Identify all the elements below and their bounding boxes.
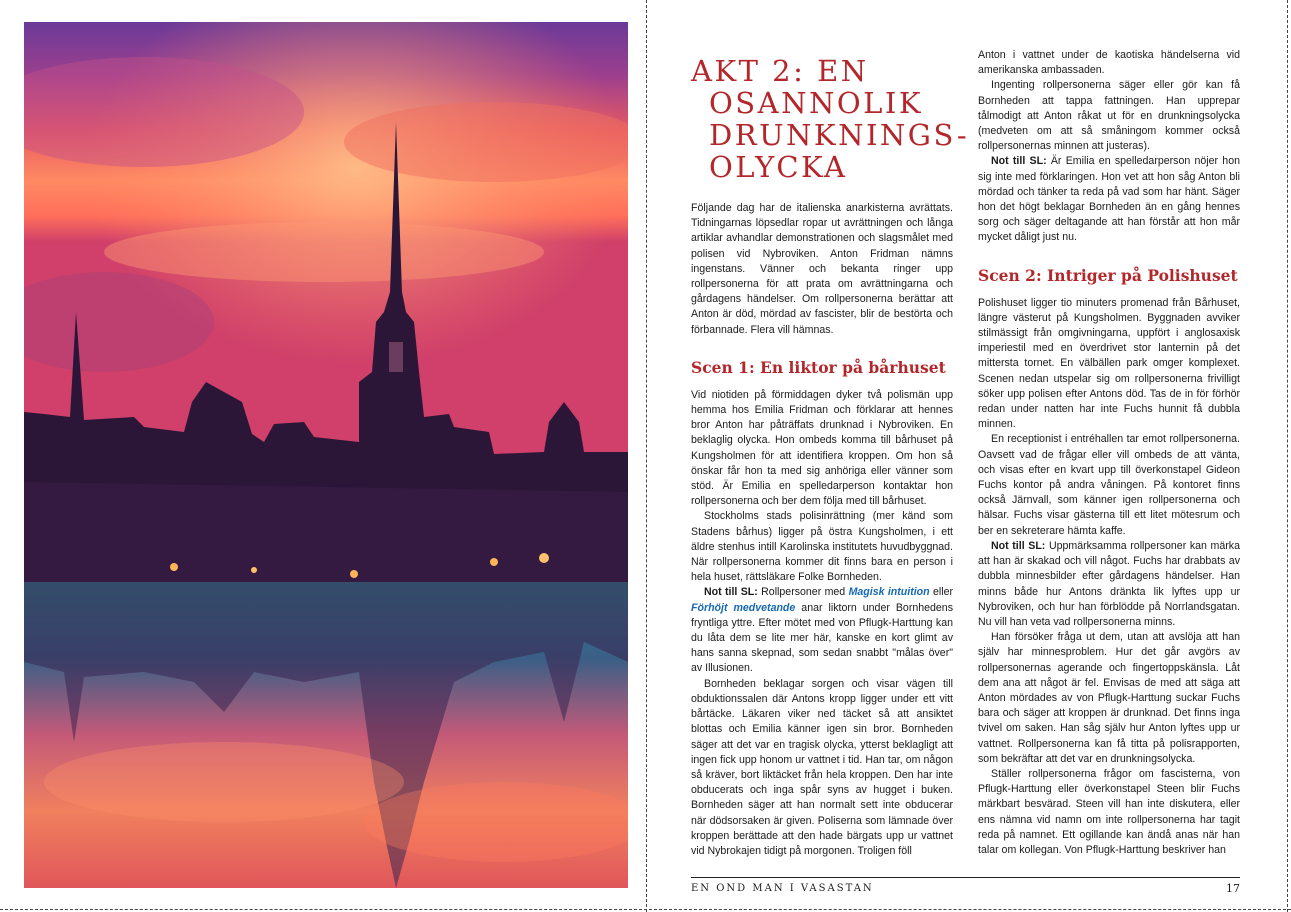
right-page xyxy=(648,0,1288,912)
act-title-line: AKT 2: EN xyxy=(691,54,869,88)
gm-note-paragraph xyxy=(978,154,1240,245)
body-paragraph: Han försöker fråga ut dem, utan att avslöja att han själv har minnesproblem. Hur det går avgörs av rollpersonernas agerande och fingertoppskänsla. Låt dem ana att något är fel. Envisas de med att säga att Anton mördades av von Pflugk-Harttung suckar Fuchs bara och säger att kroppen är drunknad. Det finns inga tvivel om saken. Han såg själv hur Anton lyftes upp ur vattnet. Rollpersonerna kan få titta på polisrapporten, som bekräftar att det var en drunkningsolycka. xyxy=(978,631,1240,765)
act-title-line: OSANNOLIK xyxy=(709,86,923,120)
note-text: eller xyxy=(929,586,953,599)
body-paragraph: Vid niotiden på förmiddagen dyker två polismän upp hemma hos Emilia Fridman och förklarar att hennes bror Anton har påträffats drunknad i Nybroviken. En beklaglig olycka. Hon ombeds komma till bårhuset på Kungsholmen för att identifiera kroppen. Om hon så önskar får hon ta med sig anhöriga eller vänner som stöd. Är Emilia en spelledarperson kontaktar hon rollpersonerna och ber dem följa med till bårhuset. xyxy=(691,388,953,508)
act-title-line: DRUNKNINGS- xyxy=(709,118,970,152)
note-text: Rollpersoner med xyxy=(757,586,849,599)
body-paragraph: En receptionist i entréhallen tar emot rollpersonerna. Oavsett vad de frågar eller vill ombeds de att vänta, och visas efter en kvart upp till överkonstapel Gideon Fuchs kontor på andra våningen. På kontoret finns också Järnvall, som känner igen rollpersonerna och hälsar. Fuchs visar gästerna till ett litet mötesrum och ber en sekreterare hämta kaffe. xyxy=(978,433,1240,537)
trim-line-bottom xyxy=(0,909,1291,910)
act-title xyxy=(691,54,970,184)
gm-note-label: Not till SL: xyxy=(704,586,758,599)
page-footer xyxy=(691,877,1240,895)
city-skyline-painting-icon xyxy=(24,22,628,888)
body-paragraph: Polishuset ligger tio minuters promenad från Bårhuset, längre västerut på Kungsholmen. Byggnaden avviker stilmässigt från omgivningarna, uppfört i anglosaxisk imperiestil med en överdrivet stor lanternin på det mittersta tornet. En välbällen park omger komplexet. Scenen nedan utspelar sig om rollpersonerna frivilligt söker upp polisen efter Antons död. Tas de in för förhör redan under natten har inte Fuchs hunnit få dubbla minnen. xyxy=(978,296,1240,431)
body-paragraph: Stockholms stads polisinrättning (mer känd som Stadens bårhus) ligger på östra Kungsholmen, i ett äldre stenhus intill Karolinska institutets huvudbyggnad. När rollpersonerna kommer dit finns bara en person i hela huset, rättsläkare Folke Bornheden. xyxy=(691,510,953,584)
body-paragraph: Ställer rollpersonerna frågor om fascisterna, von Pflugk-Harttung eller överkonstapel Steen blir Fuchs märkbart besvärad. Steen vill han inte diskutera, eller ens nämna vid namn om inte rollpersonerna har tagit reda på namnet. Ett ogillande kan ändå anas när han talar om kollegan. Von Pflugk-Harttung beskriver han xyxy=(978,767,1240,856)
gm-note-label: Not till SL: xyxy=(991,539,1046,552)
intro-paragraph: Följande dag har de italienska anarkisterna avrättats. Tidningarnas löpsedlar ropar ut avrättningen och långa artiklar avhandlar demonstrationen och slagsmålet med polisen vid Nybroviken. Anton Fridman nämns ingenstans. Vänner och bekanta ringer upp rollpersonerna för att prata om avrättningarna och gårdagens händelser. Om rollpersonerna berättar att Anton är död, mördad av fascister, blir de bestörta och förbannade. Flera vill hämnas. xyxy=(691,202,953,336)
stockholm-sunset-painting xyxy=(24,22,628,888)
note-text: Uppmärksamma rollpersoner kan märka att han är skakad och vill något. Fuchs har drabbats av dubbla minnesbilder efter gårdagens händelser. Han minns både hur Antons dränkta lik lyftes upp ur Nybroviken, och hur han förblödde på Norrlandsgatan. Nu vill han veta vad rollpersonerna minns. xyxy=(978,539,1240,628)
running-footer-title: EN OND MAN I VASASTAN xyxy=(691,883,874,894)
body-paragraph: Ingenting rollpersonerna säger eller gör kan få Bornheden att tappa fattningen. Han upprepar tålmodigt att Anton råkat ut för en drunkningsolycka (medveten om att så småningom kommer också rollpersonernas minnen att justeras). xyxy=(978,79,1240,153)
gm-note-paragraph xyxy=(978,539,1240,630)
body-paragraph: Bornheden beklagar sorgen och visar vägen till obduktionssalen där Antons kropp ligger under ett vitt bårtäcke. Läkaren viker ned täcket så att ansiktet blottas och Emilia känner igen sin bror. Bornheden säger att det var en tragisk olycka, ytterst beklagligt att ingen fick upp honom ur vattnet i tid. Han tar, om någon så kräver, bort liktäcket från hela kroppen. Den har inte obducerats och inga spår syns av hugget i buken. Bornheden säger att han normalt sett inte obducerar när dödsorsaken är given. Poliserna som lämnade över kroppen berättade att den hade bärgats upp ur vattnet vid Nybrokajen tidigt på morgonen. Troligen föll xyxy=(691,677,953,857)
text-column-left xyxy=(691,48,970,859)
body-paragraph: Anton i vattnet under de kaotiska händelserna vid amerikanska ambassaden. xyxy=(978,49,1240,77)
act-title-line: OLYCKA xyxy=(709,150,848,184)
scene-2-heading: Scen 2: Intriger på Polishuset xyxy=(978,265,1238,285)
page-number: 17 xyxy=(1226,882,1240,895)
trim-line-right xyxy=(1287,0,1288,912)
gm-note-label: Not till SL: xyxy=(991,155,1047,168)
note-text: Är Emilia en spelledarperson nöjer hon sig inte med förklaringen. Hon vet att hon såg Anton bli mördad och tänker ta reda på vad som har hänt. Säger hon det högt beklagar Bornheden än en gång hennes sorg och säger deltagande att han förstår att hon mår mycket dåligt just nu. xyxy=(978,155,1240,244)
page-fold-line xyxy=(646,0,647,912)
gm-note-paragraph xyxy=(691,585,953,676)
text-column-right xyxy=(978,48,1240,858)
note-text: anar liktorn under Bornhedens fryntliga yttre. Efter mötet med von Pflugk-Harttung kan du låta dem se lite mer här, kanske en kort glimt av hans sanna skepnad, som sedan snabbt "målas över" av Illusionen. xyxy=(691,601,953,675)
ability-name: Förhöjt medvetande xyxy=(691,601,796,614)
scene-1-heading: Scen 1: En liktor på bårhuset xyxy=(691,357,946,377)
ability-name: Magisk intuition xyxy=(848,586,930,599)
